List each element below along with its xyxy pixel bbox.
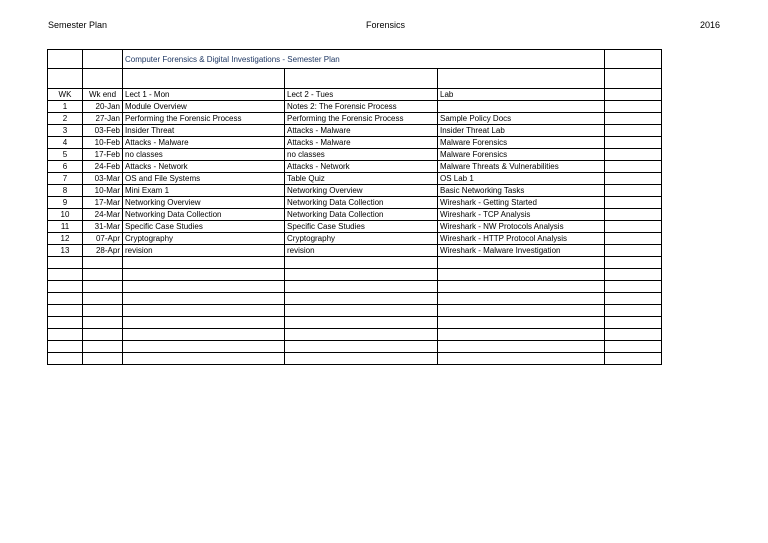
extra-cell (605, 353, 662, 365)
week-number-cell: 1 (48, 101, 83, 113)
page-header-left: Semester Plan (48, 20, 108, 30)
lecture2-cell (285, 353, 438, 365)
table-row (48, 113, 662, 125)
page-header-center: Forensics (366, 20, 406, 30)
week-end-cell: 20-Jan (83, 101, 123, 113)
lecture2-cell (285, 281, 438, 293)
col-header-wkend: Wk end (83, 89, 123, 101)
col-header-lab: Lab (438, 89, 605, 101)
lecture1-cell: Specific Case Studies (123, 221, 285, 233)
lab-cell: Wireshark - NW Protocols Analysis (438, 221, 605, 233)
lecture2-cell: Networking Data Collection (285, 209, 438, 221)
lab-cell: Sample Policy Docs (438, 113, 605, 125)
week-number-cell (48, 293, 83, 305)
week-end-cell: 28-Apr (83, 245, 123, 257)
lab-cell (438, 305, 605, 317)
lecture2-cell (285, 305, 438, 317)
week-number-cell: 2 (48, 113, 83, 125)
lab-cell: Insider Threat Lab (438, 125, 605, 137)
week-end-cell (83, 317, 123, 329)
lab-cell (438, 281, 605, 293)
lab-cell (438, 353, 605, 365)
week-end-cell (83, 293, 123, 305)
week-number-cell: 12 (48, 233, 83, 245)
table-row (48, 257, 662, 269)
table-row (48, 293, 662, 305)
week-number-cell: 6 (48, 161, 83, 173)
week-number-cell (48, 257, 83, 269)
week-number-cell (48, 269, 83, 281)
lecture2-cell: Notes 2: The Forensic Process (285, 101, 438, 113)
week-end-cell (83, 281, 123, 293)
table-row (48, 197, 662, 209)
week-number-cell: 10 (48, 209, 83, 221)
extra-cell (605, 221, 662, 233)
header-row (48, 89, 662, 101)
week-end-cell: 10-Feb (83, 137, 123, 149)
extra-cell (605, 137, 662, 149)
week-end-cell (83, 305, 123, 317)
week-end-cell: 24-Feb (83, 161, 123, 173)
title-blank-cell (83, 50, 123, 69)
week-end-cell: 03-Mar (83, 173, 123, 185)
sheet-title: Computer Forensics & Digital Investigations - Semester Plan (123, 50, 605, 69)
title-row (48, 50, 662, 69)
extra-cell (605, 281, 662, 293)
week-end-cell (83, 341, 123, 353)
lab-cell: Wireshark - Malware Investigation (438, 245, 605, 257)
table-row (48, 245, 662, 257)
lecture2-cell: Networking Data Collection (285, 197, 438, 209)
lab-cell: Wireshark - HTTP Protocol Analysis (438, 233, 605, 245)
lab-cell: Wireshark - Getting Started (438, 197, 605, 209)
lab-cell (438, 101, 605, 113)
spacer-cell (605, 69, 662, 89)
col-header-lect1: Lect 1 - Mon (123, 89, 285, 101)
lecture1-cell (123, 341, 285, 353)
lab-cell: Wireshark - TCP Analysis (438, 209, 605, 221)
lecture2-cell: Networking Overview (285, 185, 438, 197)
week-end-cell (83, 269, 123, 281)
lecture1-cell: Cryptography (123, 233, 285, 245)
lecture2-cell (285, 293, 438, 305)
lecture2-cell: Table Quiz (285, 173, 438, 185)
lecture1-cell (123, 269, 285, 281)
lecture2-cell: Cryptography (285, 233, 438, 245)
week-end-cell: 17-Feb (83, 149, 123, 161)
table-row (48, 317, 662, 329)
spacer-cell (285, 69, 438, 89)
lab-cell (438, 317, 605, 329)
extra-cell (605, 245, 662, 257)
extra-cell (605, 257, 662, 269)
week-number-cell (48, 305, 83, 317)
lecture2-cell: revision (285, 245, 438, 257)
week-end-cell: 17-Mar (83, 197, 123, 209)
lecture1-cell: Insider Threat (123, 125, 285, 137)
lecture1-cell (123, 329, 285, 341)
lecture2-cell: Performing the Forensic Process (285, 113, 438, 125)
week-number-cell (48, 329, 83, 341)
table-row (48, 221, 662, 233)
lecture1-cell: Performing the Forensic Process (123, 113, 285, 125)
lab-cell: Basic Networking Tasks (438, 185, 605, 197)
table-row (48, 281, 662, 293)
week-end-cell: 24-Mar (83, 209, 123, 221)
lecture1-cell (123, 257, 285, 269)
table-row (48, 269, 662, 281)
lecture1-cell: Networking Data Collection (123, 209, 285, 221)
lecture2-cell: Attacks - Network (285, 161, 438, 173)
extra-cell (605, 173, 662, 185)
lab-cell: OS Lab 1 (438, 173, 605, 185)
table-row (48, 185, 662, 197)
extra-cell (605, 233, 662, 245)
week-number-cell: 8 (48, 185, 83, 197)
col-header-extra (605, 89, 662, 101)
week-end-cell: 10-Mar (83, 185, 123, 197)
extra-cell (605, 125, 662, 137)
page-header-right: 2016 (700, 20, 721, 30)
lecture1-cell (123, 317, 285, 329)
extra-cell (605, 185, 662, 197)
extra-cell (605, 341, 662, 353)
week-end-cell: 31-Mar (83, 221, 123, 233)
week-end-cell: 07-Apr (83, 233, 123, 245)
lecture2-cell (285, 329, 438, 341)
lecture1-cell: Attacks - Malware (123, 137, 285, 149)
lecture1-cell (123, 305, 285, 317)
lab-cell (438, 329, 605, 341)
lecture1-cell: Attacks - Network (123, 161, 285, 173)
title-blank-cell (48, 50, 83, 69)
extra-cell (605, 305, 662, 317)
lab-cell (438, 269, 605, 281)
table-row (48, 149, 662, 161)
lecture1-cell: Module Overview (123, 101, 285, 113)
week-end-cell: 27-Jan (83, 113, 123, 125)
week-end-cell (83, 257, 123, 269)
week-number-cell: 4 (48, 137, 83, 149)
title-blank-cell (605, 50, 662, 69)
table-row (48, 125, 662, 137)
spacer-cell (48, 69, 83, 89)
week-end-cell: 03-Feb (83, 125, 123, 137)
table-row (48, 209, 662, 221)
lecture2-cell: Specific Case Studies (285, 221, 438, 233)
lecture2-cell (285, 257, 438, 269)
week-number-cell (48, 317, 83, 329)
extra-cell (605, 101, 662, 113)
week-end-cell (83, 353, 123, 365)
lab-cell: Malware Forensics (438, 149, 605, 161)
lecture2-cell: Attacks - Malware (285, 137, 438, 149)
lecture1-cell: no classes (123, 149, 285, 161)
lecture1-cell: Mini Exam 1 (123, 185, 285, 197)
table-row (48, 305, 662, 317)
table-row (48, 233, 662, 245)
lecture1-cell: revision (123, 245, 285, 257)
lecture2-cell (285, 341, 438, 353)
extra-cell (605, 317, 662, 329)
table-row (48, 341, 662, 353)
lecture1-cell (123, 281, 285, 293)
lecture2-cell: no classes (285, 149, 438, 161)
extra-cell (605, 113, 662, 125)
table-row (48, 101, 662, 113)
extra-cell (605, 329, 662, 341)
week-number-cell: 7 (48, 173, 83, 185)
extra-cell (605, 293, 662, 305)
spacer-cell (123, 69, 285, 89)
spacer-row (48, 69, 662, 89)
lecture1-cell: Networking Overview (123, 197, 285, 209)
col-header-wk: WK (48, 89, 83, 101)
lab-cell (438, 257, 605, 269)
lecture2-cell: Attacks - Malware (285, 125, 438, 137)
lab-cell (438, 341, 605, 353)
week-number-cell (48, 341, 83, 353)
lab-cell: Malware Forensics (438, 137, 605, 149)
spacer-cell (83, 69, 123, 89)
lecture1-cell (123, 293, 285, 305)
lecture2-cell (285, 269, 438, 281)
extra-cell (605, 161, 662, 173)
table-row (48, 329, 662, 341)
week-number-cell: 11 (48, 221, 83, 233)
table-row (48, 137, 662, 149)
extra-cell (605, 197, 662, 209)
week-number-cell: 3 (48, 125, 83, 137)
extra-cell (605, 149, 662, 161)
lab-cell (438, 293, 605, 305)
table-row (48, 353, 662, 365)
extra-cell (605, 269, 662, 281)
table-row (48, 173, 662, 185)
week-end-cell (83, 329, 123, 341)
lecture2-cell (285, 317, 438, 329)
week-number-cell: 5 (48, 149, 83, 161)
week-number-cell: 9 (48, 197, 83, 209)
extra-cell (605, 209, 662, 221)
spacer-cell (438, 69, 605, 89)
lab-cell: Malware Threats & Vulnerabilities (438, 161, 605, 173)
week-number-cell: 13 (48, 245, 83, 257)
table-row (48, 161, 662, 173)
week-number-cell (48, 353, 83, 365)
col-header-lect2: Lect 2 - Tues (285, 89, 438, 101)
lecture1-cell: OS and File Systems (123, 173, 285, 185)
lecture1-cell (123, 353, 285, 365)
week-number-cell (48, 281, 83, 293)
semester-plan-table (47, 49, 662, 365)
